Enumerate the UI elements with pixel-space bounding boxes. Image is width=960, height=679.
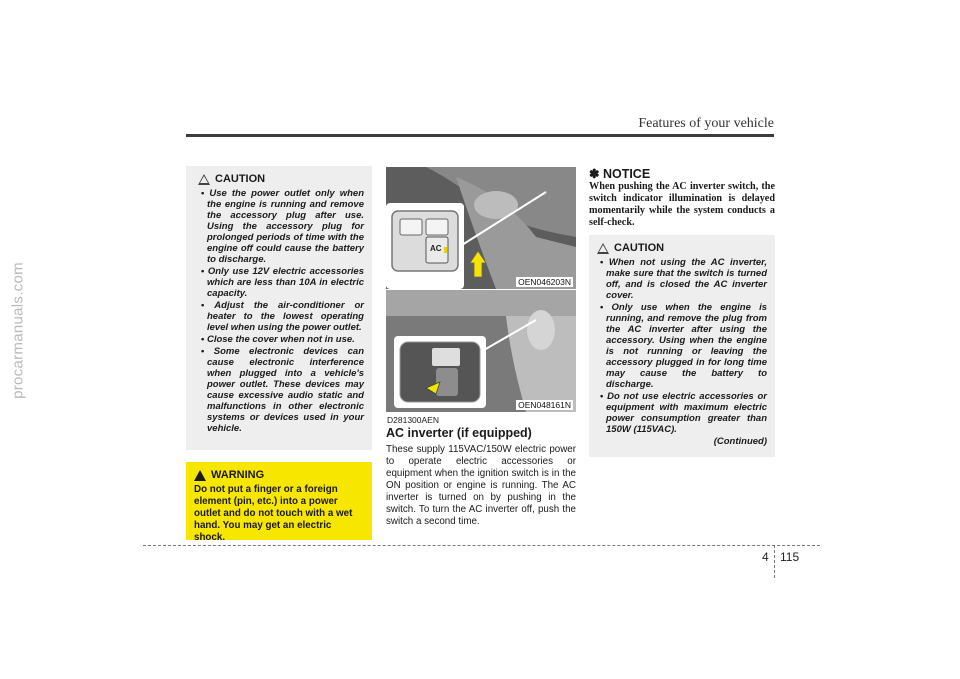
caution-item: • Only use 12V electric accessories which are less than 10A in electric capacity. bbox=[198, 266, 364, 299]
caution-heading-text: CAUTION bbox=[215, 173, 266, 185]
section-code: D281300AEN bbox=[387, 415, 439, 425]
warning-box bbox=[186, 462, 372, 543]
caution-item: • Adjust the air-conditioner or heater to the lowest operating level when using the power outlet. bbox=[198, 300, 364, 333]
caution-item: • Do not use electric accessories or equipment with maximum electric power consumption greater than 150W (115VAC). bbox=[597, 391, 767, 435]
caution-item: • When not using the AC inverter, make sure that the switch is turned off, and is closed the AC inverter cover. bbox=[597, 257, 767, 301]
ac-switch-illustration bbox=[386, 167, 576, 289]
figure-ac-switch bbox=[386, 167, 576, 289]
warning-triangle-icon bbox=[194, 470, 206, 481]
caution-triangle-icon bbox=[597, 243, 609, 254]
caution-item: • Only use when the engine is running, and remove the plug from the AC inverter after using the accessory. Using when the engine is not running or leaving the accessory plugged in for long time may cause the battery to discharge. bbox=[597, 302, 767, 390]
notice-body: When pushing the AC inverter switch, the switch indicator illumination is delayed momentarily while the system conducts a self-check. bbox=[589, 181, 775, 228]
ac-inverter-illustration bbox=[386, 290, 576, 412]
caution-heading-right bbox=[597, 242, 767, 254]
caution-list-left bbox=[198, 188, 364, 434]
warning-heading-text: WARNING bbox=[211, 469, 265, 481]
figure-ac-inverter-location bbox=[386, 290, 576, 412]
figure-code-top: OEN046203N bbox=[518, 277, 571, 287]
caution-item: • Use the power outlet only when the engine is running and remove the accessory plug after use. Using the accessory plug for prolonged periods of time with the engine off could cause the battery to discharge. bbox=[198, 188, 364, 265]
caution-item: • Close the cover when not in use. bbox=[198, 334, 364, 345]
figure-code-bottom: OEN048161N bbox=[518, 400, 571, 410]
continued-label: (Continued) bbox=[713, 436, 767, 447]
caution-heading-left bbox=[198, 173, 364, 185]
section-title: AC inverter (if equipped) bbox=[386, 426, 532, 440]
caution-list-right bbox=[597, 257, 767, 435]
notice-heading: ✽ NOTICE bbox=[589, 167, 651, 181]
page-section-number: 4 bbox=[762, 550, 769, 564]
page-header-title: Features of your vehicle bbox=[638, 116, 774, 131]
warning-text: Do not put a finger or a foreign element (pin, etc.) into a power outlet and do not touch with a wet hand. You may get an electric shock. bbox=[194, 484, 353, 543]
caution-heading-text: CAUTION bbox=[614, 242, 665, 254]
header-rule bbox=[186, 134, 774, 137]
caution-box-left bbox=[186, 166, 372, 450]
caution-triangle-icon bbox=[198, 174, 210, 185]
side-watermark: procarmanuals.com bbox=[9, 262, 27, 399]
page-number: 115 bbox=[780, 550, 800, 564]
caution-box-right bbox=[589, 235, 775, 457]
footer-rule bbox=[143, 545, 820, 546]
caution-item: • Some electronic devices can cause electronic interference when plugged into a vehicle's power outlet. These devices may cause excessive audio static and malfunctions in other electronic systems or devices used in your vehicle. bbox=[198, 346, 364, 434]
ac-switch-text: AC bbox=[430, 244, 442, 253]
warning-heading bbox=[194, 469, 364, 481]
section-body: These supply 115VAC/150W electric power to operate electric accessories or equipment when the ignition switch is in the ON position or engine is running. The AC inverter is turned on by pushing in the switch. To turn the AC inverter off, push the switch a second time. bbox=[386, 444, 576, 527]
footer-divider bbox=[774, 545, 775, 578]
